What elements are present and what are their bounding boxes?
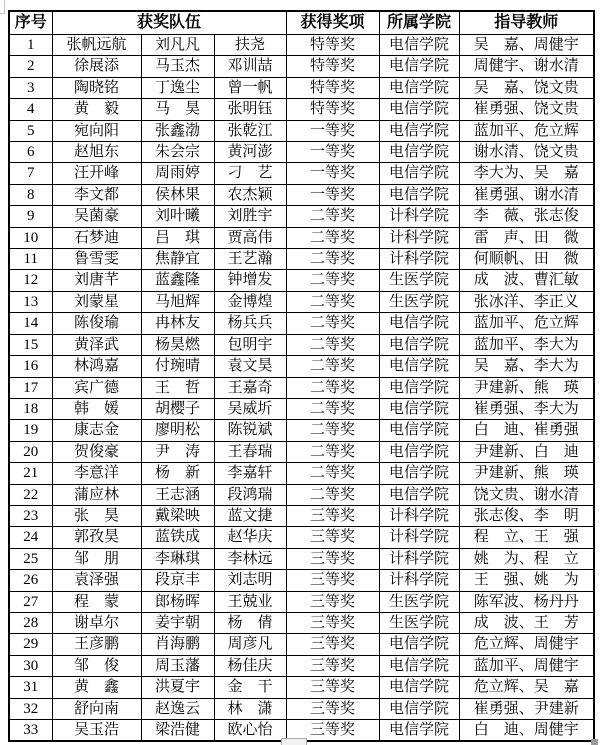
cell-member-3: 林 潇 <box>214 698 286 719</box>
cell-member-3: 袁文昊 <box>214 356 286 377</box>
cell-member-2: 郎杨晖 <box>141 591 214 612</box>
cell-college: 电信学院 <box>379 398 459 419</box>
table-row <box>9 35 594 56</box>
cell-college: 生医学院 <box>379 612 459 633</box>
cell-advisors: 危立辉、吴 嘉 <box>459 677 594 698</box>
cell-award: 三等奖 <box>286 634 379 655</box>
resize-handle-fragment <box>591 739 598 745</box>
cell-college: 计科学院 <box>379 206 459 227</box>
cell-award: 三等奖 <box>286 570 379 591</box>
table-row <box>9 163 594 184</box>
cell-member-2: 张鑫渤 <box>141 120 214 141</box>
cell-member-1: 黄泽武 <box>52 334 141 355</box>
cell-member-1: 陶晓铭 <box>52 77 141 98</box>
table-row <box>9 334 594 355</box>
cell-college: 电信学院 <box>379 484 459 505</box>
cell-member-1: 刘蒙星 <box>52 291 141 312</box>
cell-member-2: 马玉杰 <box>141 56 214 77</box>
cell-member-2: 王志涵 <box>141 484 214 505</box>
page-margin-corner-mark <box>0 13 5 14</box>
cell-award: 三等奖 <box>286 698 379 719</box>
cell-member-3: 杨 倩 <box>214 612 286 633</box>
cell-index: 25 <box>9 548 52 569</box>
cell-advisors: 程 立、王 强 <box>459 527 594 548</box>
cell-award: 一等奖 <box>286 184 379 205</box>
cell-member-2: 赵逸云 <box>141 698 214 719</box>
cell-award: 二等奖 <box>286 313 379 334</box>
cell-college: 电信学院 <box>379 334 459 355</box>
cell-member-1: 舒向南 <box>52 698 141 719</box>
cell-index: 15 <box>9 334 52 355</box>
cell-college: 电信学院 <box>379 99 459 120</box>
award-table <box>8 10 595 742</box>
cell-college: 计科学院 <box>379 505 459 526</box>
cell-member-1: 宾广德 <box>52 377 141 398</box>
cell-index: 19 <box>9 420 52 441</box>
cell-member-1: 李意洋 <box>52 463 141 484</box>
cell-advisors: 蓝加平、危立辉 <box>459 313 594 334</box>
cell-college: 电信学院 <box>379 634 459 655</box>
cell-member-1: 郭孜昊 <box>52 527 141 548</box>
cell-award: 二等奖 <box>286 249 379 270</box>
cell-advisors: 雷 声、田 微 <box>459 227 594 248</box>
cell-advisors: 王 强、姚 为 <box>459 570 594 591</box>
cell-index: 26 <box>9 570 52 591</box>
cell-award: 二等奖 <box>286 227 379 248</box>
cell-award: 三等奖 <box>286 655 379 676</box>
cell-advisors: 何顺帆、田 微 <box>459 249 594 270</box>
cell-advisors: 崔勇强、谢水清 <box>459 184 594 205</box>
cell-member-3: 李嘉轩 <box>214 463 286 484</box>
cell-advisors: 吴 嘉、李大为 <box>459 356 594 377</box>
table-row <box>9 698 594 719</box>
cell-college: 计科学院 <box>379 227 459 248</box>
cell-member-3: 蓝文捷 <box>214 505 286 526</box>
cell-college: 电信学院 <box>379 184 459 205</box>
table-row <box>9 77 594 98</box>
cell-member-2: 杨昊燃 <box>141 334 214 355</box>
cell-index: 9 <box>9 206 52 227</box>
cell-index: 22 <box>9 484 52 505</box>
cell-member-2: 梁浩健 <box>141 720 214 742</box>
cell-member-2: 肖海鹏 <box>141 634 214 655</box>
header-advisor: 指导教师 <box>459 11 594 35</box>
cell-member-1: 赵旭东 <box>52 142 141 163</box>
cell-advisors: 谢水清、饶文贵 <box>459 142 594 163</box>
cell-member-1: 康志金 <box>52 420 141 441</box>
cell-index: 12 <box>9 270 52 291</box>
cell-advisors: 蓝加平、危立辉 <box>459 120 594 141</box>
cell-member-1: 张帆远航 <box>52 35 141 56</box>
cell-advisors: 吴 嘉、周健宇 <box>459 35 594 56</box>
cell-college: 电信学院 <box>379 35 459 56</box>
cell-advisors: 危立辉、周健宇 <box>459 634 594 655</box>
cell-member-1: 吴菌豪 <box>52 206 141 227</box>
cell-member-3: 黄河澎 <box>214 142 286 163</box>
cell-college: 电信学院 <box>379 720 459 742</box>
cell-index: 30 <box>9 655 52 676</box>
cell-advisors: 成 波、曹汇敏 <box>459 270 594 291</box>
cell-member-2: 丁逸尘 <box>141 77 214 98</box>
cell-member-2: 冉林友 <box>141 313 214 334</box>
cell-advisors: 崔勇强、尹建新 <box>459 698 594 719</box>
cell-index: 18 <box>9 398 52 419</box>
cell-member-1: 汪开峰 <box>52 163 141 184</box>
cell-advisors: 陈军波、杨丹丹 <box>459 591 594 612</box>
cell-advisors: 白 迪、崔勇强 <box>459 420 594 441</box>
table-row <box>9 420 594 441</box>
cell-member-1: 黄 毅 <box>52 99 141 120</box>
cell-member-2: 周雨婷 <box>141 163 214 184</box>
cell-member-2: 刘凡凡 <box>141 35 214 56</box>
cell-college: 电信学院 <box>379 120 459 141</box>
cell-advisors: 尹建新、熊 瑛 <box>459 463 594 484</box>
cell-index: 29 <box>9 634 52 655</box>
table-row <box>9 291 594 312</box>
cell-award: 一等奖 <box>286 163 379 184</box>
cell-award: 一等奖 <box>286 120 379 141</box>
cell-member-2: 朱会宗 <box>141 142 214 163</box>
cell-advisors: 李大为、吴 嘉 <box>459 163 594 184</box>
table-row <box>9 527 594 548</box>
cell-index: 4 <box>9 99 52 120</box>
cell-index: 20 <box>9 441 52 462</box>
cell-award: 特等奖 <box>286 77 379 98</box>
table-row <box>9 227 594 248</box>
cell-college: 电信学院 <box>379 655 459 676</box>
table-row <box>9 634 594 655</box>
cell-member-1: 宛向阳 <box>52 120 141 141</box>
table-body <box>9 35 594 742</box>
table-row <box>9 591 594 612</box>
cell-advisors: 崔勇强、饶文贵 <box>459 99 594 120</box>
header-row <box>9 11 594 35</box>
cell-college: 计科学院 <box>379 570 459 591</box>
cell-advisors: 张冰洋、李正义 <box>459 291 594 312</box>
cell-member-2: 刘叶曦 <box>141 206 214 227</box>
cell-award: 二等奖 <box>286 356 379 377</box>
cell-advisors: 成 波、王 芳 <box>459 612 594 633</box>
cell-college: 生医学院 <box>379 291 459 312</box>
cell-member-3: 王春瑞 <box>214 441 286 462</box>
table-row <box>9 505 594 526</box>
cell-member-3: 张明钰 <box>214 99 286 120</box>
cell-award: 二等奖 <box>286 420 379 441</box>
cell-member-1: 邹 朋 <box>52 548 141 569</box>
table-row <box>9 677 594 698</box>
cell-member-2: 马 昊 <box>141 99 214 120</box>
table-row <box>9 398 594 419</box>
cell-advisors: 白 迪、周健宇 <box>459 720 594 742</box>
cell-college: 计科学院 <box>379 527 459 548</box>
cell-college: 生医学院 <box>379 591 459 612</box>
cell-member-2: 戴梁映 <box>141 505 214 526</box>
cell-advisors: 姚 为、程 立 <box>459 548 594 569</box>
cell-member-2: 姜宇朝 <box>141 612 214 633</box>
cell-member-3: 农杰颖 <box>214 184 286 205</box>
cell-index: 10 <box>9 227 52 248</box>
cell-member-2: 付琬晴 <box>141 356 214 377</box>
table-row <box>9 184 594 205</box>
cell-advisors: 尹建新、熊 瑛 <box>459 377 594 398</box>
cell-member-3: 段鸿瑞 <box>214 484 286 505</box>
cell-college: 电信学院 <box>379 163 459 184</box>
table-row <box>9 441 594 462</box>
cell-member-1: 谢卓尔 <box>52 612 141 633</box>
cell-member-1: 程 蒙 <box>52 591 141 612</box>
cell-award: 三等奖 <box>286 548 379 569</box>
table-row <box>9 548 594 569</box>
cell-college: 计科学院 <box>379 548 459 569</box>
cell-award: 特等奖 <box>286 35 379 56</box>
cell-member-2: 杨 新 <box>141 463 214 484</box>
table-row <box>9 99 594 120</box>
cell-advisors: 张志俊、李 明 <box>459 505 594 526</box>
table-row <box>9 270 594 291</box>
cell-member-2: 蓝鑫隆 <box>141 270 214 291</box>
cell-index: 33 <box>9 720 52 742</box>
page-margin-corner-mark <box>4 0 5 13</box>
table-row <box>9 655 594 676</box>
cell-member-1: 刘唐芊 <box>52 270 141 291</box>
table-row <box>9 142 594 163</box>
cell-member-2: 侯林果 <box>141 184 214 205</box>
cell-member-2: 焦静宜 <box>141 249 214 270</box>
header-award: 获得奖项 <box>286 11 379 35</box>
cell-member-2: 尹 涛 <box>141 441 214 462</box>
cell-index: 1 <box>9 35 52 56</box>
cell-award: 三等奖 <box>286 505 379 526</box>
cell-advisors: 饶文贵、谢水清 <box>459 484 594 505</box>
cell-member-1: 贺俊豪 <box>52 441 141 462</box>
cell-award: 三等奖 <box>286 677 379 698</box>
cell-college: 计科学院 <box>379 249 459 270</box>
cell-award: 特等奖 <box>286 99 379 120</box>
cell-award: 二等奖 <box>286 334 379 355</box>
cell-index: 24 <box>9 527 52 548</box>
table-row <box>9 56 594 77</box>
cell-member-1: 袁泽强 <box>52 570 141 591</box>
cell-member-3: 王嘉奇 <box>214 377 286 398</box>
cell-award: 特等奖 <box>286 56 379 77</box>
table-row <box>9 484 594 505</box>
cell-advisors: 周健宇、谢水清 <box>459 56 594 77</box>
cell-college: 电信学院 <box>379 377 459 398</box>
cell-member-2: 马旭辉 <box>141 291 214 312</box>
cell-award: 二等奖 <box>286 463 379 484</box>
cell-college: 电信学院 <box>379 313 459 334</box>
cell-member-3: 张乾江 <box>214 120 286 141</box>
cell-member-3: 陈锐斌 <box>214 420 286 441</box>
cell-member-2: 胡樱子 <box>141 398 214 419</box>
cell-member-2: 廖明松 <box>141 420 214 441</box>
cell-member-3: 刘志明 <box>214 570 286 591</box>
cell-member-3: 扶尧 <box>214 35 286 56</box>
cell-college: 电信学院 <box>379 56 459 77</box>
cell-award: 二等奖 <box>286 484 379 505</box>
cell-advisors: 蓝加平、李大为 <box>459 334 594 355</box>
cell-member-1: 林鸿嘉 <box>52 356 141 377</box>
cell-index: 3 <box>9 77 52 98</box>
cell-index: 6 <box>9 142 52 163</box>
cell-college: 电信学院 <box>379 142 459 163</box>
cell-member-3: 金博煌 <box>214 291 286 312</box>
cell-member-3: 金 干 <box>214 677 286 698</box>
cell-college: 电信学院 <box>379 463 459 484</box>
cell-index: 23 <box>9 505 52 526</box>
cell-index: 27 <box>9 591 52 612</box>
cell-advisors: 李 薇、张志俊 <box>459 206 594 227</box>
cell-member-2: 吕 琪 <box>141 227 214 248</box>
scrollbar-fragment <box>281 738 307 745</box>
table-row <box>9 313 594 334</box>
header-college: 所属学院 <box>379 11 459 35</box>
cell-member-3: 王兢业 <box>214 591 286 612</box>
cell-member-1: 石梦迪 <box>52 227 141 248</box>
cell-award: 二等奖 <box>286 270 379 291</box>
table-row <box>9 463 594 484</box>
cell-award: 三等奖 <box>286 720 379 742</box>
cell-member-2: 王 哲 <box>141 377 214 398</box>
cell-member-1: 鲁雪雯 <box>52 249 141 270</box>
cell-member-3: 王艺瀚 <box>214 249 286 270</box>
cell-index: 21 <box>9 463 52 484</box>
cell-award: 二等奖 <box>286 398 379 419</box>
cell-award: 一等奖 <box>286 142 379 163</box>
cell-member-1: 邹 俊 <box>52 655 141 676</box>
cell-award: 三等奖 <box>286 612 379 633</box>
cell-index: 32 <box>9 698 52 719</box>
cell-member-3: 周彦凡 <box>214 634 286 655</box>
cell-member-3: 邓训喆 <box>214 56 286 77</box>
cell-index: 2 <box>9 56 52 77</box>
cell-member-1: 蒲应林 <box>52 484 141 505</box>
cell-index: 13 <box>9 291 52 312</box>
cell-member-3: 包明宇 <box>214 334 286 355</box>
table-row <box>9 612 594 633</box>
cell-award: 二等奖 <box>286 441 379 462</box>
cell-index: 5 <box>9 120 52 141</box>
cell-advisors: 蓝加平、周健宇 <box>459 655 594 676</box>
table-row <box>9 120 594 141</box>
cell-member-3: 钟增发 <box>214 270 286 291</box>
cell-college: 电信学院 <box>379 420 459 441</box>
cell-member-1: 王彦鹏 <box>52 634 141 655</box>
cell-advisors: 吴 嘉、饶文贵 <box>459 77 594 98</box>
cell-index: 7 <box>9 163 52 184</box>
cell-member-3: 李林远 <box>214 548 286 569</box>
cell-member-3: 赵华庆 <box>214 527 286 548</box>
cell-index: 14 <box>9 313 52 334</box>
cell-college: 生医学院 <box>379 270 459 291</box>
cell-member-1: 黄 鑫 <box>52 677 141 698</box>
cell-award: 三等奖 <box>286 527 379 548</box>
cell-member-2: 周玉藩 <box>141 655 214 676</box>
cell-member-3: 吴威圻 <box>214 398 286 419</box>
cell-college: 电信学院 <box>379 677 459 698</box>
cell-member-3: 曾一帆 <box>214 77 286 98</box>
cell-member-3: 欧心怡 <box>214 720 286 742</box>
cell-award: 二等奖 <box>286 377 379 398</box>
cell-member-1: 李文都 <box>52 184 141 205</box>
cell-award: 三等奖 <box>286 591 379 612</box>
cell-index: 17 <box>9 377 52 398</box>
cell-college: 电信学院 <box>379 441 459 462</box>
cell-award: 二等奖 <box>286 291 379 312</box>
cell-index: 11 <box>9 249 52 270</box>
header-team: 获奖队伍 <box>52 11 286 35</box>
cell-member-1: 陈俊瑜 <box>52 313 141 334</box>
table-row <box>9 377 594 398</box>
cell-award: 二等奖 <box>286 206 379 227</box>
cell-member-2: 洪夏宇 <box>141 677 214 698</box>
cell-index: 16 <box>9 356 52 377</box>
cell-college: 电信学院 <box>379 356 459 377</box>
cell-member-2: 李琳琪 <box>141 548 214 569</box>
cell-member-2: 段京丰 <box>141 570 214 591</box>
cell-college: 电信学院 <box>379 698 459 719</box>
cell-advisors: 尹建新、白 迪 <box>459 441 594 462</box>
cell-index: 31 <box>9 677 52 698</box>
cell-member-3: 贾高伟 <box>214 227 286 248</box>
cell-member-3: 刁 艺 <box>214 163 286 184</box>
cell-index: 8 <box>9 184 52 205</box>
header-index: 序号 <box>9 11 52 35</box>
table-row <box>9 206 594 227</box>
cell-index: 28 <box>9 612 52 633</box>
table-row <box>9 570 594 591</box>
cell-member-3: 杨佳庆 <box>214 655 286 676</box>
cell-college: 电信学院 <box>379 77 459 98</box>
cell-member-3: 杨兵兵 <box>214 313 286 334</box>
cell-member-1: 徐展添 <box>52 56 141 77</box>
table-row <box>9 356 594 377</box>
table-row <box>9 249 594 270</box>
cell-member-1: 张 昊 <box>52 505 141 526</box>
cell-member-1: 韩 媛 <box>52 398 141 419</box>
cell-member-3: 刘胜宇 <box>214 206 286 227</box>
cell-member-2: 蓝铁成 <box>141 527 214 548</box>
cell-member-1: 吴玉浩 <box>52 720 141 742</box>
cell-advisors: 崔勇强、李大为 <box>459 398 594 419</box>
